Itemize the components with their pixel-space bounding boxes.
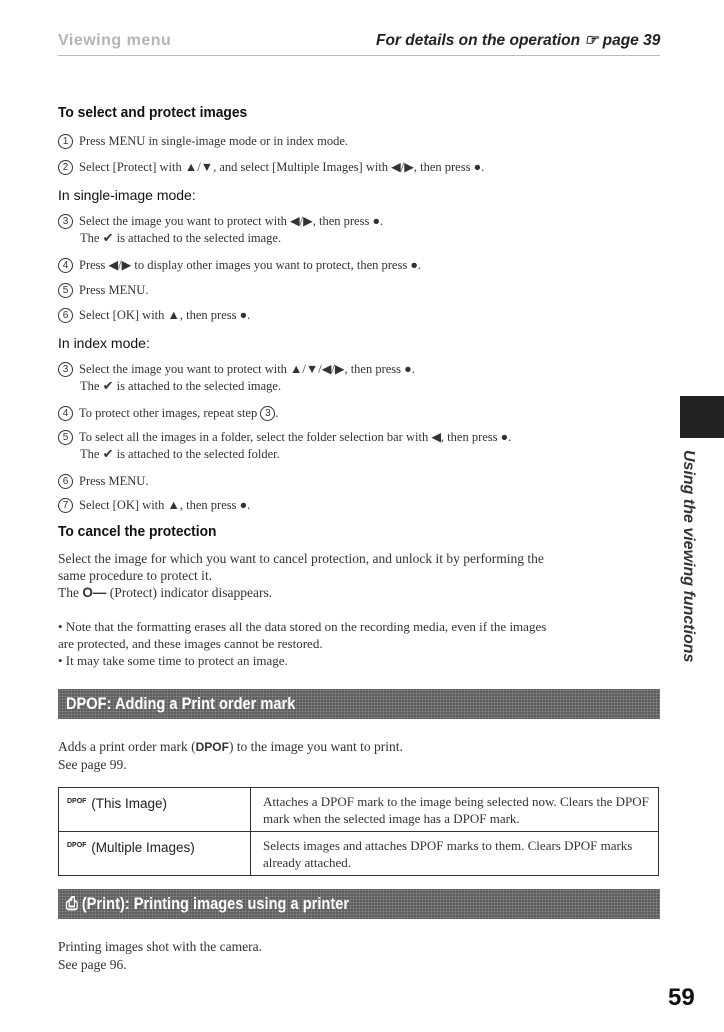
dpof-see-page: See page 99. (58, 757, 127, 772)
notes-list (58, 618, 658, 669)
subline-post: is attached to the selected folder. (116, 447, 280, 461)
dpof-desc-post: ) to the image you want to print. (228, 739, 403, 754)
cancel-line-3 (58, 584, 658, 601)
dpof-desc-pre: Adds a print order mark ( (58, 739, 196, 754)
step-text: Select [Protect] with ▲/▼, and select [Multiple Images] with ◀/▶, then press ●. (79, 160, 485, 174)
protect-section-title: To select and protect images (58, 104, 248, 121)
step-number: 6 (58, 474, 73, 489)
step-number: 5 (58, 430, 73, 445)
step-subline (58, 230, 658, 247)
dpof-banner (58, 689, 660, 719)
step-number: 4 (58, 258, 73, 273)
step-number: 6 (58, 308, 73, 323)
print-see-page: See page 96. (58, 957, 127, 972)
index-mode-title: In index mode: (58, 335, 150, 351)
note-line: • Note that the formatting erases all the data stored on the recording media, even if the images (58, 619, 547, 634)
step-number: 7 (58, 498, 73, 513)
note-line: • It may take some time to protect an image. (58, 653, 288, 668)
single-step-6 (58, 307, 658, 324)
subline-post: is attached to the selected image. (116, 231, 282, 245)
print-description: Printing images shot with the camera. (58, 939, 262, 954)
step-text: Press ◀/▶ to display other images you want to protect, then press ●. (79, 258, 421, 272)
index-step-3 (58, 361, 658, 395)
check-icon: ✔ (102, 379, 114, 394)
step-number: 3 (58, 214, 73, 229)
step-text: Press MENU in single-image mode or in index mode. (79, 134, 349, 148)
dpof-banner-title: DPOF: Adding a Print order mark (66, 694, 296, 713)
subline-pre: The (80, 447, 100, 461)
option-cell (59, 788, 251, 832)
subline-pre: The (80, 231, 100, 245)
subline-pre: The (80, 379, 100, 393)
option-label: (Multiple Images) (91, 840, 195, 855)
step-1 (58, 133, 658, 150)
cancel-line-1: Select the image for which you want to cancel protection, and unlock it by performing the (58, 551, 544, 566)
single-step-4 (58, 257, 658, 274)
single-image-mode-title: In single-image mode: (58, 187, 196, 203)
index-step-5 (58, 429, 658, 463)
cancel-line-2: same procedure to protect it. (58, 568, 213, 583)
operation-reference: For details on the operation ☞ page 39 (376, 32, 661, 49)
step-text: Select the image you want to protect with ▲/▼/◀/▶, then press ●. (79, 362, 415, 376)
step-text: Select the image you want to protect with ◀/▶, then press ●. (79, 214, 384, 228)
print-banner (58, 889, 660, 919)
line3-post: (Protect) indicator disappears. (109, 585, 273, 600)
step-text: To select all the images in a folder, select the folder selection bar with ◀, then press ●. (79, 430, 512, 444)
check-icon: ✔ (102, 447, 114, 462)
line3-pre: The (58, 585, 79, 600)
note-line: are protected, and these images cannot be restored. (58, 636, 323, 651)
option-label: (This Image) (91, 796, 167, 811)
dpof-multiple-images-icon: DPOF (67, 842, 87, 849)
check-icon: ✔ (102, 231, 114, 246)
step-subline (58, 446, 658, 463)
chapter-side-label-text: Using the viewing functions (680, 450, 697, 663)
printer-icon: ⎙ (66, 894, 78, 913)
step-reference: 3 (260, 406, 275, 421)
table-row (59, 832, 659, 876)
step-number: 5 (58, 283, 73, 298)
single-step-3 (58, 213, 658, 247)
step-number: 3 (58, 362, 73, 377)
step-2 (58, 159, 658, 176)
section-header: Viewing menu (58, 32, 172, 49)
step-number: 1 (58, 134, 73, 149)
key-icon: O— (82, 585, 107, 600)
step-text: Select [OK] with ▲, then press ●. (79, 498, 251, 512)
index-step-4 (58, 405, 658, 422)
option-description: Selects images and attaches DPOF marks to them. Clears DPOF marks already attached. (251, 832, 659, 876)
subline-post: is attached to the selected image. (116, 379, 282, 393)
table-row (59, 788, 659, 832)
step-subline (58, 378, 658, 395)
cancel-section-title: To cancel the protection (58, 523, 217, 540)
option-cell (59, 832, 251, 876)
index-step-6 (58, 473, 658, 490)
dpof-this-image-icon: DPOF (67, 798, 87, 805)
print-banner-label: (Print): Printing images using a printer (81, 894, 350, 913)
step-number: 4 (58, 406, 73, 421)
step-text: Select [OK] with ▲, then press ●. (79, 308, 251, 322)
cancel-paragraph (58, 550, 658, 601)
dpof-options-table (58, 787, 659, 876)
step-number: 2 (58, 160, 73, 175)
header-divider (58, 55, 660, 56)
page-number: 59 (668, 984, 695, 1011)
step-text: To protect other images, repeat step (79, 406, 258, 420)
step-text: Press MENU. (79, 474, 149, 488)
chapter-tab-marker (680, 396, 724, 438)
print-banner-title (66, 894, 349, 914)
dpof-icon: DPOF (195, 740, 229, 754)
index-step-7 (58, 497, 658, 514)
single-step-5 (58, 282, 658, 299)
dpof-description (58, 738, 403, 756)
option-description: Attaches a DPOF mark to the image being selected now. Clears the DPOF mark when the selected image has a DPOF mark. (251, 788, 659, 832)
step-text: Press MENU. (79, 283, 149, 297)
step-end: . (275, 406, 279, 420)
